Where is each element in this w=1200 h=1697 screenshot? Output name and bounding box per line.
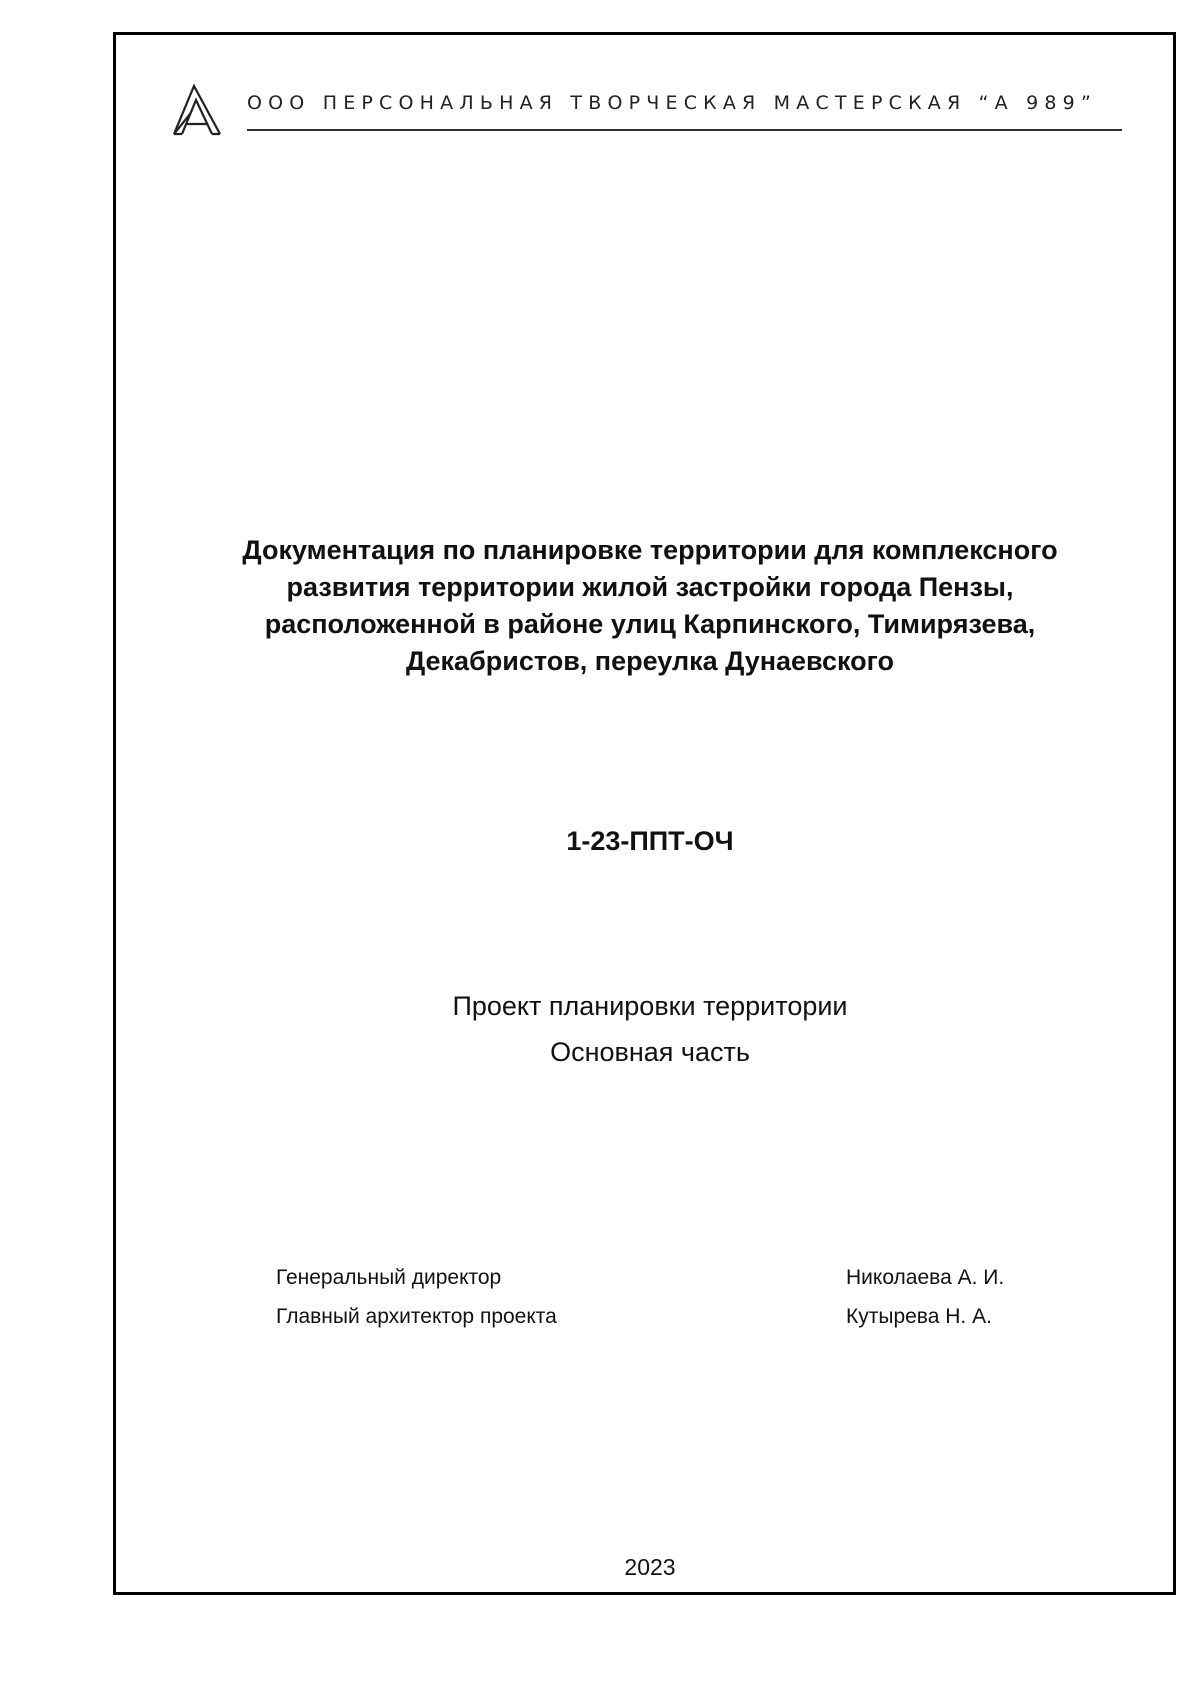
- document-code: 1-23-ППТ-ОЧ: [566, 826, 734, 856]
- organization-header: [172, 82, 1122, 138]
- header-divider: [247, 129, 1122, 131]
- signature-row: [276, 1266, 1036, 1305]
- signature-role: Генеральный директор: [276, 1266, 502, 1289]
- document-title-line: Документация по планировке территории для комплексного: [242, 535, 1058, 565]
- signature-row: [276, 1305, 1036, 1344]
- organization-name: ООО ПЕРСОНАЛЬНАЯ ТВОРЧЕСКАЯ МАСТЕРСКАЯ “А 989”: [247, 92, 1097, 114]
- signature-name: Кутырева Н. А.: [846, 1305, 992, 1328]
- signature-block: [276, 1266, 1036, 1344]
- document-year: 2023: [624, 1554, 676, 1580]
- a-letter-logo-icon: [172, 84, 222, 136]
- document-subtitle-line: Проект планировки территории: [452, 991, 848, 1021]
- signature-name: Николаева А. И.: [846, 1266, 1005, 1289]
- document-title: [130, 532, 1170, 680]
- document-title-line: расположенной в районе улиц Карпинского, Тимирязева,: [264, 609, 1036, 639]
- document-subtitle-line: Основная часть: [550, 1037, 750, 1067]
- document-title-line: развития территории жилой застройки города Пензы,: [286, 572, 1014, 602]
- signature-role: Главный архитектор проекта: [276, 1305, 557, 1328]
- document-title-line: Декабристов, переулка Дунаевского: [405, 646, 895, 676]
- page-frame: [113, 32, 1176, 1595]
- document-subtitle: [130, 983, 1170, 1075]
